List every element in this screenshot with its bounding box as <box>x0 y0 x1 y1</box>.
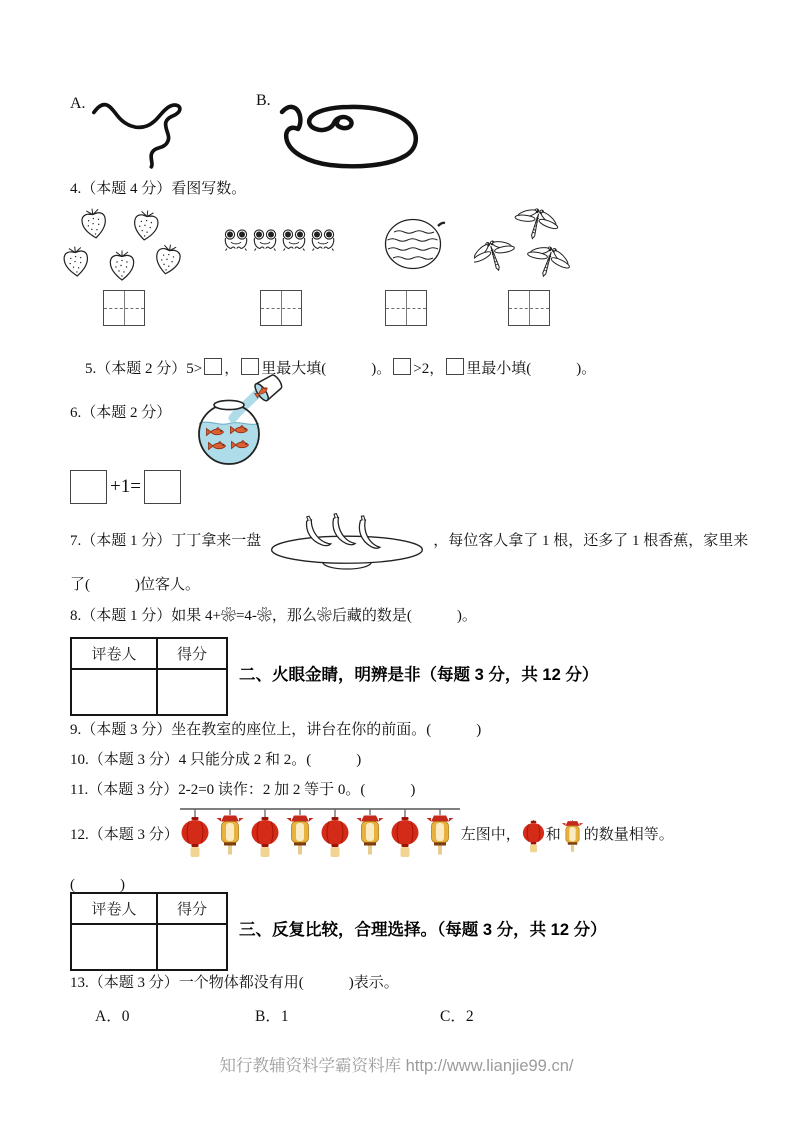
q12-seg2: 左图中， <box>460 827 521 844</box>
equation-box-right <box>144 470 181 504</box>
equation-box-left <box>70 470 107 504</box>
banana-plate-illustration <box>261 510 433 574</box>
grader-table-section3 <box>70 892 228 971</box>
question-10-text: 10.（本题 3 分）4 只能分成 2 和 2。( ) <box>70 752 362 768</box>
blank-box-icon <box>241 358 259 375</box>
q3-option-a-label: A. <box>70 95 86 112</box>
q5-seg1: 5.（本题 2 分）5> <box>85 360 203 377</box>
footer-watermark: 知行教辅资料学霸资料库 http://www.lianjie99.cn/ <box>219 1057 574 1075</box>
answer-grid-box-3 <box>385 290 427 326</box>
q3-option-b-label: B. <box>256 92 271 109</box>
red-lantern-icon <box>521 820 546 853</box>
q5-seg4: >2， <box>413 360 445 377</box>
grader-table-section2 <box>70 637 228 716</box>
answer-grid-box-1 <box>103 290 145 326</box>
question-12-line1 <box>70 806 674 866</box>
blank-box-icon <box>446 358 464 375</box>
grader-col-reviewer: 评卷人 <box>71 638 157 669</box>
curve-a-drawing <box>88 94 188 172</box>
q13-option-c: C．2 <box>440 1008 474 1025</box>
frogs-illustration <box>222 226 338 254</box>
question-7-line1 <box>70 510 748 574</box>
question-12-line2: ( ) <box>70 877 125 893</box>
question-4-text: 4.（本题 4 分）看图写数。 <box>70 181 247 197</box>
question-7-line2: 了( )位客人。 <box>70 577 200 593</box>
grader-col-reviewer: 评卷人 <box>71 893 157 924</box>
q13-option-b: B．1 <box>255 1008 289 1025</box>
q7-seg1: 7.（本题 1 分）丁丁拿来一盘 <box>70 533 262 550</box>
grader-reviewer-cell <box>71 669 157 715</box>
curve-b-drawing <box>272 95 424 179</box>
q5-seg5: 里最小填( )。 <box>466 360 597 377</box>
fishbowl-illustration <box>183 374 287 468</box>
grader-score-cell <box>157 924 227 970</box>
lantern-string-illustration <box>179 806 461 866</box>
grader-col-score: 得分 <box>157 893 227 924</box>
q12-seg3: 和 <box>545 827 561 844</box>
equation-operator: +1= <box>110 476 141 497</box>
watermelon-illustration <box>383 216 447 270</box>
grader-reviewer-cell <box>71 924 157 970</box>
q12-seg1: 12.（本题 3 分） <box>70 827 179 844</box>
question-5-text <box>70 338 596 399</box>
question-6-equation <box>70 470 181 504</box>
q5-seg2: ， <box>224 360 240 377</box>
q7-seg2: ，每位客人拿了 1 根，还多了 1 根香蕉，家里来 <box>433 533 749 550</box>
gold-lantern-icon <box>561 820 584 853</box>
q13-option-a: A．0 <box>95 1008 130 1025</box>
blank-box-icon <box>204 358 222 375</box>
section-3-title: 三、反复比较，合理选择。（每题 3 分，共 12 分） <box>239 921 607 939</box>
grader-score-cell <box>157 669 227 715</box>
answer-grid-box-2 <box>260 290 302 326</box>
answer-grid-box-4 <box>508 290 550 326</box>
question-9-text: 9.（本题 3 分）坐在教室的座位上，讲台在你的前面。( ) <box>70 722 482 738</box>
grader-col-score: 得分 <box>157 638 227 669</box>
question-6-label: 6.（本题 2 分） <box>70 405 172 421</box>
question-11-text: 11.（本题 3 分）2-2=0 读作：2 加 2 等于 0。( ) <box>70 782 416 798</box>
blank-box-icon <box>393 358 411 375</box>
strawberries-illustration <box>62 208 192 290</box>
q12-seg4: 的数量相等。 <box>583 827 674 844</box>
q5-seg3: 里最大填( )。 <box>261 360 392 377</box>
question-8-text: 8.（本题 1 分）如果 4+❀=4-❀，那么❀后藏的数是( )。 <box>70 608 477 624</box>
section-2-title: 二、火眼金睛，明辨是非（每题 3 分，共 12 分） <box>239 666 599 684</box>
dragonflies-illustration <box>474 208 578 292</box>
question-13-text: 13.（本题 3 分）一个物体都没有用( )表示。 <box>70 975 399 991</box>
